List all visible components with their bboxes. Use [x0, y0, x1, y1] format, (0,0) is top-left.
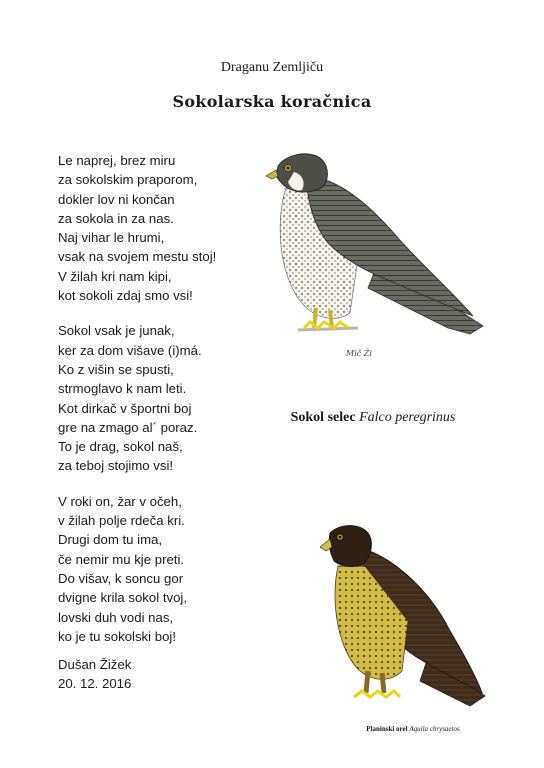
- falcon-scientific-name: Falco peregrinus: [359, 410, 456, 425]
- poem-line: V žilah kri nam kipi,: [58, 268, 172, 284]
- stanza-1: [58, 151, 263, 305]
- poem-body: [58, 151, 263, 662]
- falcon-caption: [258, 410, 488, 426]
- poem-line: dokler lov ni končan: [58, 191, 175, 207]
- author-block: [58, 655, 131, 694]
- dedication: Draganu Zemljiču: [220, 60, 324, 75]
- poem-line: Naj vihar le hrumi,: [58, 230, 165, 246]
- eagle-illustration: [320, 521, 490, 721]
- poem-line: vsak na svojem mestu stoj!: [58, 249, 217, 265]
- eagle-caption: [328, 725, 498, 733]
- poem-line: Do višav, k soncu gor: [58, 570, 184, 586]
- poem-line: strmoglavo k nam leti.: [58, 381, 187, 397]
- author-name: Dušan Žižek: [58, 657, 132, 672]
- poem-line: Drugi dom tu ima,: [58, 532, 163, 548]
- poem-line: V roki on, žar v očeh,: [58, 493, 182, 509]
- poem-line: Le naprej, brez miru: [58, 153, 176, 168]
- poem-line: gre na zmago al´ poraz.: [58, 419, 198, 435]
- poem-line: v žilah polje rdeča kri.: [58, 513, 185, 529]
- falcon-common-name: Sokol selec: [290, 410, 356, 425]
- falcon-illustration: [258, 148, 488, 363]
- poem-line: za sokolskim praporom,: [58, 172, 198, 188]
- stanza-2: [58, 321, 263, 475]
- poem-line: če nemir mu kje preti.: [58, 551, 185, 567]
- poem-line: Ko z višin se spusti,: [58, 361, 174, 377]
- poem-line: kot sokoli zdaj smo vsi!: [58, 288, 193, 304]
- artist-signature: Mič Ži: [346, 349, 372, 358]
- poem-line: dvigne krila sokol tvoj,: [58, 590, 188, 606]
- poem-line: To je drag, sokol naš,: [58, 439, 183, 455]
- stanza-3: [58, 492, 263, 646]
- poem-line: Kot dirkač v športni boj: [58, 400, 192, 416]
- poem-line: ko je tu sokolski boj!: [58, 628, 177, 644]
- eagle-scientific-name: Aquila chrysaetos: [409, 725, 460, 733]
- poem-title: Sokolarska koračnica: [172, 92, 372, 111]
- eagle-common-name: Planinski orel: [366, 725, 408, 733]
- author-date: 20. 12. 2016: [58, 676, 132, 692]
- poem-line: ker za dom višave (i)má.: [58, 342, 202, 358]
- poem-line: za sokola in za nas.: [58, 210, 174, 226]
- poem-line: Sokol vsak je junak,: [58, 323, 175, 339]
- poem-line: lovski duh vodi nas,: [58, 609, 174, 625]
- poem-line: za teboj stojimo vsi!: [58, 458, 174, 474]
